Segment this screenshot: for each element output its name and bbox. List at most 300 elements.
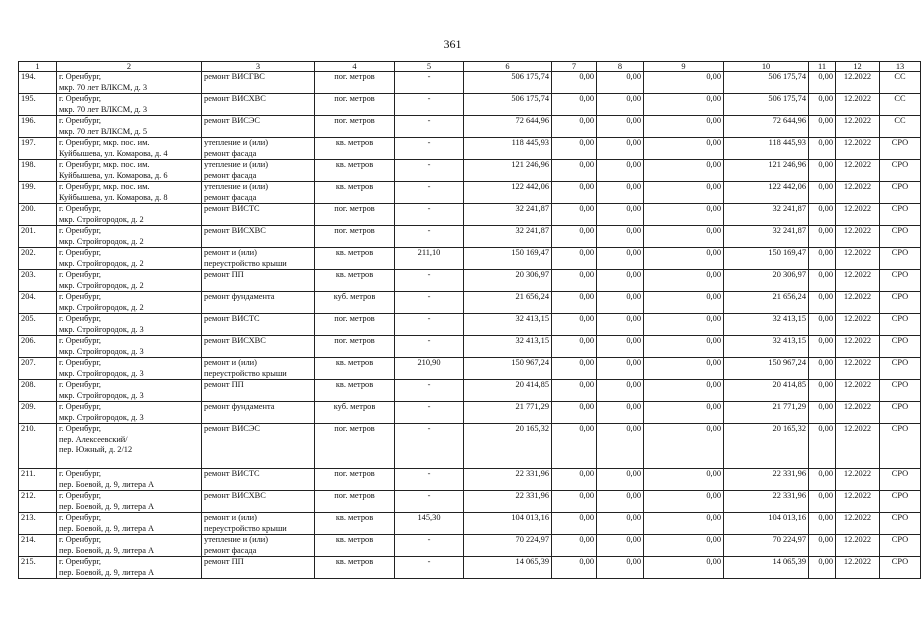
- work-type-cell-line: ремонт и (или): [204, 513, 257, 522]
- work-type-cell-line: ремонт ВИСГВС: [204, 72, 265, 81]
- address-cell: [57, 160, 202, 182]
- quantity-cell: -: [395, 160, 464, 182]
- address-cell-line: Куйбышева, ул. Комарова, д. 6: [59, 170, 168, 180]
- table-row: [19, 72, 921, 94]
- col9-cell: 0,00: [597, 491, 644, 513]
- address-cell: [57, 116, 202, 138]
- col9-cell: 0,00: [597, 226, 644, 248]
- work-type-cell-line: ремонт фундамента: [204, 292, 275, 301]
- method-cell: СРО: [880, 380, 921, 402]
- row-number: 205.: [19, 314, 57, 336]
- address-cell-line: пер. Боевой, д. 9, литера А: [59, 567, 155, 577]
- row-number: 194.: [19, 72, 57, 94]
- address-cell-line: г. Оренбург,: [59, 336, 102, 345]
- cost-total-cell: 20 306,97: [464, 270, 552, 292]
- col9-cell: 0,00: [597, 469, 644, 491]
- col10-cell: 0,00: [644, 204, 724, 226]
- row-number: 200.: [19, 204, 57, 226]
- work-type-cell: [202, 380, 315, 402]
- method-cell: СРО: [880, 292, 921, 314]
- cost-total-cell: 70 224,97: [464, 535, 552, 557]
- cost-total-cell: 121 246,96: [464, 160, 552, 182]
- col8-cell: 0,00: [552, 469, 597, 491]
- col11-cell: 21 771,29: [724, 402, 809, 424]
- method-cell: СРО: [880, 535, 921, 557]
- work-type-cell: [202, 513, 315, 535]
- unit-cell: кв. метров: [315, 160, 395, 182]
- cost-total-cell: 150 967,24: [464, 358, 552, 380]
- work-type-cell: [202, 226, 315, 248]
- col9-cell: 0,00: [597, 116, 644, 138]
- row-number: 202.: [19, 248, 57, 270]
- col9-cell: 0,00: [597, 72, 644, 94]
- col8-cell: 0,00: [552, 204, 597, 226]
- work-type-cell: [202, 535, 315, 557]
- col10-cell: 0,00: [644, 138, 724, 160]
- work-type-cell: [202, 182, 315, 204]
- cost-total-cell: 72 644,96: [464, 116, 552, 138]
- col8-cell: 0,00: [552, 138, 597, 160]
- unit-cell: пог. метров: [315, 116, 395, 138]
- quantity-cell: -: [395, 380, 464, 402]
- col11-cell: 121 246,96: [724, 160, 809, 182]
- col11-cell: 506 175,74: [724, 72, 809, 94]
- row-number: 196.: [19, 116, 57, 138]
- work-type-cell: [202, 248, 315, 270]
- unit-cell: пог. метров: [315, 314, 395, 336]
- work-type-cell: [202, 270, 315, 292]
- col9-cell: 0,00: [597, 182, 644, 204]
- col8-cell: 0,00: [552, 380, 597, 402]
- work-type-cell: [202, 469, 315, 491]
- date-cell: 12.2022: [836, 270, 880, 292]
- address-cell-line: г. Оренбург,: [59, 116, 102, 125]
- address-cell-line: мкр. Стройгородок, д. 3: [59, 390, 144, 400]
- col11-cell: 72 644,96: [724, 116, 809, 138]
- col8-cell: 0,00: [552, 270, 597, 292]
- col8-cell: 0,00: [552, 535, 597, 557]
- address-cell-line: пер. Боевой, д. 9, литера А: [59, 479, 155, 489]
- col8-cell: 0,00: [552, 292, 597, 314]
- row-number: 211.: [19, 469, 57, 491]
- unit-cell: пог. метров: [315, 469, 395, 491]
- date-cell: 12.2022: [836, 513, 880, 535]
- col12-cell: 0,00: [809, 402, 836, 424]
- table-row: [19, 226, 921, 248]
- address-cell-line: г. Оренбург,: [59, 557, 102, 566]
- col10-cell: 0,00: [644, 226, 724, 248]
- work-type-cell-line: ремонт фасада: [204, 192, 257, 202]
- col8-cell: 0,00: [552, 513, 597, 535]
- method-cell: СРО: [880, 491, 921, 513]
- date-cell: 12.2022: [836, 424, 880, 469]
- table-row: [19, 270, 921, 292]
- date-cell: 12.2022: [836, 491, 880, 513]
- col12-cell: 0,00: [809, 491, 836, 513]
- date-cell: 12.2022: [836, 336, 880, 358]
- col11-cell: 20 165,32: [724, 424, 809, 469]
- address-cell: [57, 491, 202, 513]
- address-cell-line: г. Оренбург,: [59, 204, 102, 213]
- address-cell: [57, 248, 202, 270]
- col10-cell: 0,00: [644, 94, 724, 116]
- method-cell: СС: [880, 72, 921, 94]
- work-type-cell: [202, 336, 315, 358]
- method-cell: СРО: [880, 314, 921, 336]
- row-number: 203.: [19, 270, 57, 292]
- col8-cell: 0,00: [552, 72, 597, 94]
- method-cell: СРО: [880, 226, 921, 248]
- col9-cell: 0,00: [597, 160, 644, 182]
- cost-total-cell: 21 656,24: [464, 292, 552, 314]
- col12-cell: 0,00: [809, 116, 836, 138]
- column-header: 7: [552, 62, 597, 72]
- method-cell: СРО: [880, 469, 921, 491]
- work-type-cell-line: переустройство крыши: [204, 258, 287, 268]
- unit-cell: пог. метров: [315, 204, 395, 226]
- quantity-cell: 210,90: [395, 358, 464, 380]
- col9-cell: 0,00: [597, 248, 644, 270]
- work-type-cell-line: утепление и (или): [204, 138, 269, 147]
- col12-cell: 0,00: [809, 513, 836, 535]
- col10-cell: 0,00: [644, 182, 724, 204]
- col10-cell: 0,00: [644, 358, 724, 380]
- col11-cell: 32 241,87: [724, 204, 809, 226]
- address-cell: [57, 358, 202, 380]
- work-type-cell: [202, 116, 315, 138]
- col11-cell: 22 331,96: [724, 491, 809, 513]
- cost-total-cell: 21 771,29: [464, 402, 552, 424]
- col9-cell: 0,00: [597, 314, 644, 336]
- address-cell-line: мкр. 70 лет ВЛКСМ, д. 5: [59, 126, 148, 136]
- col10-cell: 0,00: [644, 402, 724, 424]
- work-type-cell-line: ремонт и (или): [204, 358, 257, 367]
- row-number: 215.: [19, 557, 57, 579]
- col11-cell: 70 224,97: [724, 535, 809, 557]
- address-cell-line: г. Оренбург,: [59, 491, 102, 500]
- col12-cell: 0,00: [809, 248, 836, 270]
- col9-cell: 0,00: [597, 424, 644, 469]
- row-number: 208.: [19, 380, 57, 402]
- col8-cell: 0,00: [552, 94, 597, 116]
- address-cell: [57, 557, 202, 579]
- col12-cell: 0,00: [809, 557, 836, 579]
- row-number: 206.: [19, 336, 57, 358]
- date-cell: 12.2022: [836, 535, 880, 557]
- address-cell: [57, 270, 202, 292]
- method-cell: СРО: [880, 358, 921, 380]
- unit-cell: пог. метров: [315, 491, 395, 513]
- work-type-cell-line: ремонт ВИСТС: [204, 314, 260, 323]
- address-cell-line: г. Оренбург,: [59, 72, 102, 81]
- quantity-cell: -: [395, 94, 464, 116]
- col9-cell: 0,00: [597, 557, 644, 579]
- col8-cell: 0,00: [552, 358, 597, 380]
- quantity-cell: -: [395, 557, 464, 579]
- col10-cell: 0,00: [644, 424, 724, 469]
- quantity-cell: -: [395, 72, 464, 94]
- unit-cell: пог. метров: [315, 226, 395, 248]
- unit-cell: кв. метров: [315, 270, 395, 292]
- cost-total-cell: 32 413,15: [464, 336, 552, 358]
- col8-cell: 0,00: [552, 248, 597, 270]
- address-cell-line: мкр. Стройгородок, д. 3: [59, 368, 144, 378]
- cost-total-cell: 14 065,39: [464, 557, 552, 579]
- address-cell: [57, 513, 202, 535]
- cost-total-cell: 20 414,85: [464, 380, 552, 402]
- cost-total-cell: 32 241,87: [464, 204, 552, 226]
- address-cell-line: г. Оренбург,: [59, 358, 102, 367]
- row-number: 204.: [19, 292, 57, 314]
- table-row: [19, 469, 921, 491]
- address-cell: [57, 469, 202, 491]
- col9-cell: 0,00: [597, 138, 644, 160]
- work-type-cell-line: ремонт ВИСХВС: [204, 491, 266, 500]
- unit-cell: кв. метров: [315, 182, 395, 204]
- address-cell-line: г. Оренбург,: [59, 535, 102, 544]
- col12-cell: 0,00: [809, 204, 836, 226]
- col10-cell: 0,00: [644, 270, 724, 292]
- col12-cell: 0,00: [809, 535, 836, 557]
- unit-cell: куб. метров: [315, 402, 395, 424]
- col8-cell: 0,00: [552, 557, 597, 579]
- method-cell: СС: [880, 94, 921, 116]
- col9-cell: 0,00: [597, 270, 644, 292]
- method-cell: СРО: [880, 270, 921, 292]
- work-type-cell-line: ремонт ПП: [204, 557, 244, 566]
- date-cell: 12.2022: [836, 358, 880, 380]
- quantity-cell: -: [395, 336, 464, 358]
- col8-cell: 0,00: [552, 116, 597, 138]
- cost-total-cell: 122 442,06: [464, 182, 552, 204]
- work-type-cell: [202, 491, 315, 513]
- cost-total-cell: 32 241,87: [464, 226, 552, 248]
- date-cell: 12.2022: [836, 248, 880, 270]
- date-cell: 12.2022: [836, 204, 880, 226]
- address-cell-line: пер. Алексеевский/: [59, 434, 128, 444]
- work-type-cell: [202, 138, 315, 160]
- col10-cell: 0,00: [644, 116, 724, 138]
- address-cell-line: Куйбышева, ул. Комарова, д. 4: [59, 148, 168, 158]
- col12-cell: 0,00: [809, 160, 836, 182]
- col11-cell: 150 967,24: [724, 358, 809, 380]
- method-cell: СРО: [880, 402, 921, 424]
- method-cell: СРО: [880, 248, 921, 270]
- address-cell-line: г. Оренбург, мкр. пос. им.: [59, 160, 150, 169]
- col8-cell: 0,00: [552, 424, 597, 469]
- address-cell-line: г. Оренбург, мкр. пос. им.: [59, 138, 150, 147]
- col10-cell: 0,00: [644, 292, 724, 314]
- cost-total-cell: 506 175,74: [464, 72, 552, 94]
- method-cell: СРО: [880, 513, 921, 535]
- col12-cell: 0,00: [809, 138, 836, 160]
- col8-cell: 0,00: [552, 336, 597, 358]
- work-type-cell-line: ремонт ПП: [204, 380, 244, 389]
- unit-cell: кв. метров: [315, 380, 395, 402]
- method-cell: СРО: [880, 160, 921, 182]
- work-type-cell: [202, 94, 315, 116]
- unit-cell: куб. метров: [315, 292, 395, 314]
- table-row: [19, 138, 921, 160]
- col10-cell: 0,00: [644, 491, 724, 513]
- row-number: 197.: [19, 138, 57, 160]
- work-type-cell: [202, 314, 315, 336]
- col9-cell: 0,00: [597, 513, 644, 535]
- column-header: 3: [202, 62, 315, 72]
- method-cell: СРО: [880, 557, 921, 579]
- address-cell: [57, 94, 202, 116]
- address-cell-line: г. Оренбург,: [59, 94, 102, 103]
- column-header: 8: [597, 62, 644, 72]
- unit-cell: пог. метров: [315, 336, 395, 358]
- address-cell: [57, 402, 202, 424]
- quantity-cell: 145,30: [395, 513, 464, 535]
- col8-cell: 0,00: [552, 182, 597, 204]
- method-cell: СС: [880, 116, 921, 138]
- address-cell-line: пер. Боевой, д. 9, литера А: [59, 523, 155, 533]
- col9-cell: 0,00: [597, 380, 644, 402]
- table-row: [19, 204, 921, 226]
- quantity-cell: -: [395, 204, 464, 226]
- col12-cell: 0,00: [809, 226, 836, 248]
- col9-cell: 0,00: [597, 336, 644, 358]
- col9-cell: 0,00: [597, 292, 644, 314]
- table-row: [19, 402, 921, 424]
- date-cell: 12.2022: [836, 557, 880, 579]
- table-row: [19, 182, 921, 204]
- work-type-cell-line: ремонт ВИСХВС: [204, 336, 266, 345]
- table-row: [19, 248, 921, 270]
- unit-cell: пог. метров: [315, 94, 395, 116]
- method-cell: СРО: [880, 424, 921, 469]
- address-cell: [57, 226, 202, 248]
- col11-cell: 14 065,39: [724, 557, 809, 579]
- address-cell-line: г. Оренбург, мкр. пос. им.: [59, 182, 150, 191]
- address-cell-line: г. Оренбург,: [59, 292, 102, 301]
- date-cell: 12.2022: [836, 182, 880, 204]
- cost-total-cell: 104 013,16: [464, 513, 552, 535]
- table-row: [19, 535, 921, 557]
- cost-total-cell: 118 445,93: [464, 138, 552, 160]
- col10-cell: 0,00: [644, 314, 724, 336]
- address-cell-line: мкр. Стройгородок, д. 3: [59, 346, 144, 356]
- row-number: 207.: [19, 358, 57, 380]
- address-cell: [57, 424, 202, 469]
- address-cell-line: мкр. Стройгородок, д. 2: [59, 214, 144, 224]
- work-type-cell-line: утепление и (или): [204, 160, 269, 169]
- date-cell: 12.2022: [836, 380, 880, 402]
- table-row: [19, 380, 921, 402]
- date-cell: 12.2022: [836, 94, 880, 116]
- row-number: 195.: [19, 94, 57, 116]
- work-type-cell-line: ремонт ВИСТС: [204, 469, 260, 478]
- row-number: 198.: [19, 160, 57, 182]
- date-cell: 12.2022: [836, 469, 880, 491]
- quantity-cell: -: [395, 270, 464, 292]
- cost-total-cell: 150 169,47: [464, 248, 552, 270]
- date-cell: 12.2022: [836, 116, 880, 138]
- address-cell-line: мкр. 70 лет ВЛКСМ, д. 3: [59, 104, 148, 114]
- work-type-cell-line: переустройство крыши: [204, 368, 287, 378]
- col11-cell: 122 442,06: [724, 182, 809, 204]
- col11-cell: 32 413,15: [724, 336, 809, 358]
- address-cell: [57, 314, 202, 336]
- column-header: 10: [724, 62, 809, 72]
- work-type-cell-line: ремонт фасада: [204, 545, 257, 555]
- col12-cell: 0,00: [809, 424, 836, 469]
- column-header: 11: [809, 62, 836, 72]
- address-cell-line: г. Оренбург,: [59, 226, 102, 235]
- column-header: 9: [644, 62, 724, 72]
- work-type-cell-line: ремонт ПП: [204, 270, 244, 279]
- unit-cell: пог. метров: [315, 424, 395, 469]
- col11-cell: 20 414,85: [724, 380, 809, 402]
- col9-cell: 0,00: [597, 358, 644, 380]
- column-header: 5: [395, 62, 464, 72]
- col8-cell: 0,00: [552, 226, 597, 248]
- quantity-cell: -: [395, 226, 464, 248]
- cost-total-cell: 20 165,32: [464, 424, 552, 469]
- page-number: 361: [443, 37, 462, 51]
- col11-cell: 32 241,87: [724, 226, 809, 248]
- table-row: [19, 94, 921, 116]
- column-header: 6: [464, 62, 552, 72]
- address-cell-line: мкр. Стройгородок, д. 2: [59, 258, 144, 268]
- method-cell: СРО: [880, 138, 921, 160]
- col10-cell: 0,00: [644, 513, 724, 535]
- work-type-cell: [202, 292, 315, 314]
- address-cell-line: г. Оренбург,: [59, 270, 102, 279]
- col12-cell: 0,00: [809, 72, 836, 94]
- col9-cell: 0,00: [597, 204, 644, 226]
- col12-cell: 0,00: [809, 336, 836, 358]
- col12-cell: 0,00: [809, 292, 836, 314]
- work-type-cell: [202, 204, 315, 226]
- column-header: 4: [315, 62, 395, 72]
- col12-cell: 0,00: [809, 94, 836, 116]
- quantity-cell: -: [395, 182, 464, 204]
- work-type-cell-line: ремонт фасада: [204, 170, 257, 180]
- col12-cell: 0,00: [809, 270, 836, 292]
- work-type-cell-line: утепление и (или): [204, 182, 269, 191]
- address-cell-line: г. Оренбург,: [59, 380, 102, 389]
- date-cell: 12.2022: [836, 160, 880, 182]
- row-number: 214.: [19, 535, 57, 557]
- table-row: [19, 160, 921, 182]
- col11-cell: 104 013,16: [724, 513, 809, 535]
- table-row: [19, 116, 921, 138]
- col9-cell: 0,00: [597, 535, 644, 557]
- cost-total-cell: 22 331,96: [464, 491, 552, 513]
- work-type-cell: [202, 358, 315, 380]
- address-cell-line: г. Оренбург,: [59, 513, 102, 522]
- unit-cell: пог. метров: [315, 72, 395, 94]
- work-type-cell-line: ремонт ВИСЭС: [204, 116, 260, 125]
- date-cell: 12.2022: [836, 138, 880, 160]
- table-row: [19, 358, 921, 380]
- table-row: [19, 314, 921, 336]
- register-table: [18, 61, 921, 579]
- col8-cell: 0,00: [552, 160, 597, 182]
- unit-cell: кв. метров: [315, 358, 395, 380]
- address-cell-line: мкр. 70 лет ВЛКСМ, д. 3: [59, 82, 148, 92]
- column-header: 2: [57, 62, 202, 72]
- row-number: 213.: [19, 513, 57, 535]
- quantity-cell: 211,10: [395, 248, 464, 270]
- col10-cell: 0,00: [644, 469, 724, 491]
- quantity-cell: -: [395, 116, 464, 138]
- col9-cell: 0,00: [597, 402, 644, 424]
